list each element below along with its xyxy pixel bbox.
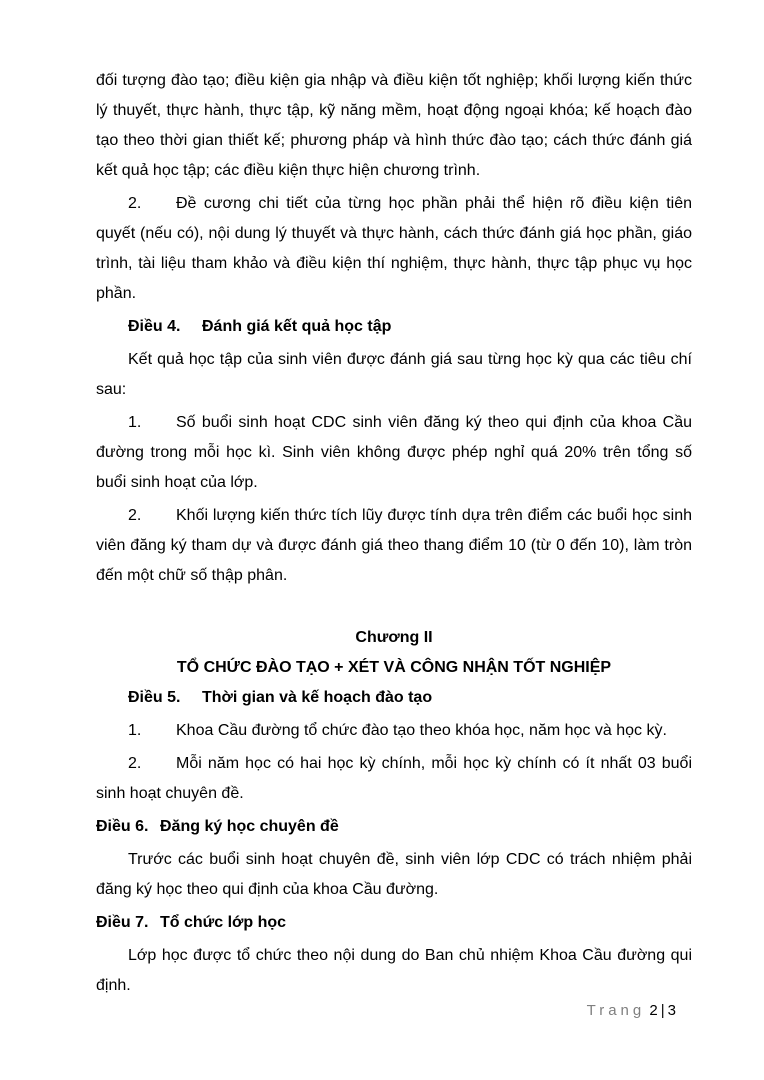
item-number: 2. xyxy=(128,507,142,524)
item-number: 1. xyxy=(128,722,142,739)
paragraph-continued: đối tượng đào tạo; điều kiện gia nhập và điều kiện tốt nghiệp; khối lượng kiến thức lý thuyết, thực hành, thực tập, kỹ năng mềm, hoạt động ngoại khóa; kế hoạch đào tạo theo thời gian thiết kế; phương pháp và hình thức đào tạo; cách thức đánh giá kết quả học tập; các điều kiện thực hiện chương trình. xyxy=(96,72,692,179)
page-footer xyxy=(587,1000,676,1022)
article-number: Điều 4. xyxy=(128,318,181,335)
item-number: 1. xyxy=(128,414,142,431)
item-text: Khối lượng kiến thức tích lũy được tính dựa trên điểm các buổi học sinh viên đăng ký tham dự và được đánh giá theo thang điểm 10 (từ 0 đến 10), làm tròn đến một chữ số thập phân. xyxy=(96,507,692,584)
article-title: Tổ chức lớp học xyxy=(160,914,287,931)
article-4-heading xyxy=(96,312,692,342)
item-number: 2. xyxy=(128,195,142,212)
item-number: 2. xyxy=(128,755,142,772)
article-7-text: Lớp học được tổ chức theo nội dung do Ban chủ nhiệm Khoa Cầu đường qui định. xyxy=(96,947,692,994)
chapter-title: TỔ CHỨC ĐÀO TẠO + XÉT VÀ CÔNG NHẬN TỐT NGHIỆP xyxy=(176,659,612,676)
item-text: Mỗi năm học có hai học kỳ chính, mỗi học kỳ chính có ít nhất 03 buổi sinh hoạt chuyên đề. xyxy=(96,755,692,802)
page-number: 2 xyxy=(649,1002,658,1019)
article-number: Điều 7. xyxy=(96,914,149,931)
article-5-item-2 xyxy=(96,749,692,809)
article-4-item-1 xyxy=(96,408,692,498)
page-total: 3 xyxy=(667,1002,676,1019)
article-6-text: Trước các buổi sinh hoạt chuyên đề, sinh viên lớp CDC có trách nhiệm phải đăng ký học theo qui định của khoa Cầu đường. xyxy=(96,851,692,898)
item-text: Khoa Cầu đường tổ chức đào tạo theo khóa học, năm học và học kỳ. xyxy=(176,722,667,739)
article-5-heading xyxy=(96,683,692,713)
item-text: Số buổi sinh hoạt CDC sinh viên đăng ký theo qui định của khoa Cầu đường trong mỗi học kì. Sinh viên không được phép nghỉ quá 20% trên tổng số buổi sinh hoạt của lớp. xyxy=(96,414,692,491)
article-number: Điều 6. xyxy=(96,818,149,835)
article-number: Điều 5. xyxy=(128,689,181,706)
page-label: Trang xyxy=(586,1002,646,1019)
article-title: Đánh giá kết quả học tập xyxy=(202,318,392,335)
clause-3-item-2 xyxy=(96,189,692,309)
document-body xyxy=(96,66,692,1001)
article-7-heading xyxy=(96,908,692,938)
chapter-label: Chương II xyxy=(355,629,433,646)
article-5-item-1 xyxy=(96,716,692,746)
item-text: Đề cương chi tiết của từng học phần phải thể hiện rõ điều kiện tiên quyết (nếu có), nội dung lý thuyết và thực hành, cách thức đánh giá học phần, giáo trình, tài liệu tham khảo và điều kiện thí nghiệm, thực hành, thực tập phục vụ học phần. xyxy=(96,195,692,302)
article-title: Đăng ký học chuyên đề xyxy=(160,818,339,835)
article-6-heading xyxy=(96,812,692,842)
article-title: Thời gian và kế hoạch đào tạo xyxy=(202,689,433,706)
article-4-intro: Kết quả học tập của sinh viên được đánh giá sau từng học kỳ qua các tiêu chí sau: xyxy=(96,351,692,398)
article-4-item-2 xyxy=(96,501,692,591)
page-separator: | xyxy=(660,1002,665,1019)
